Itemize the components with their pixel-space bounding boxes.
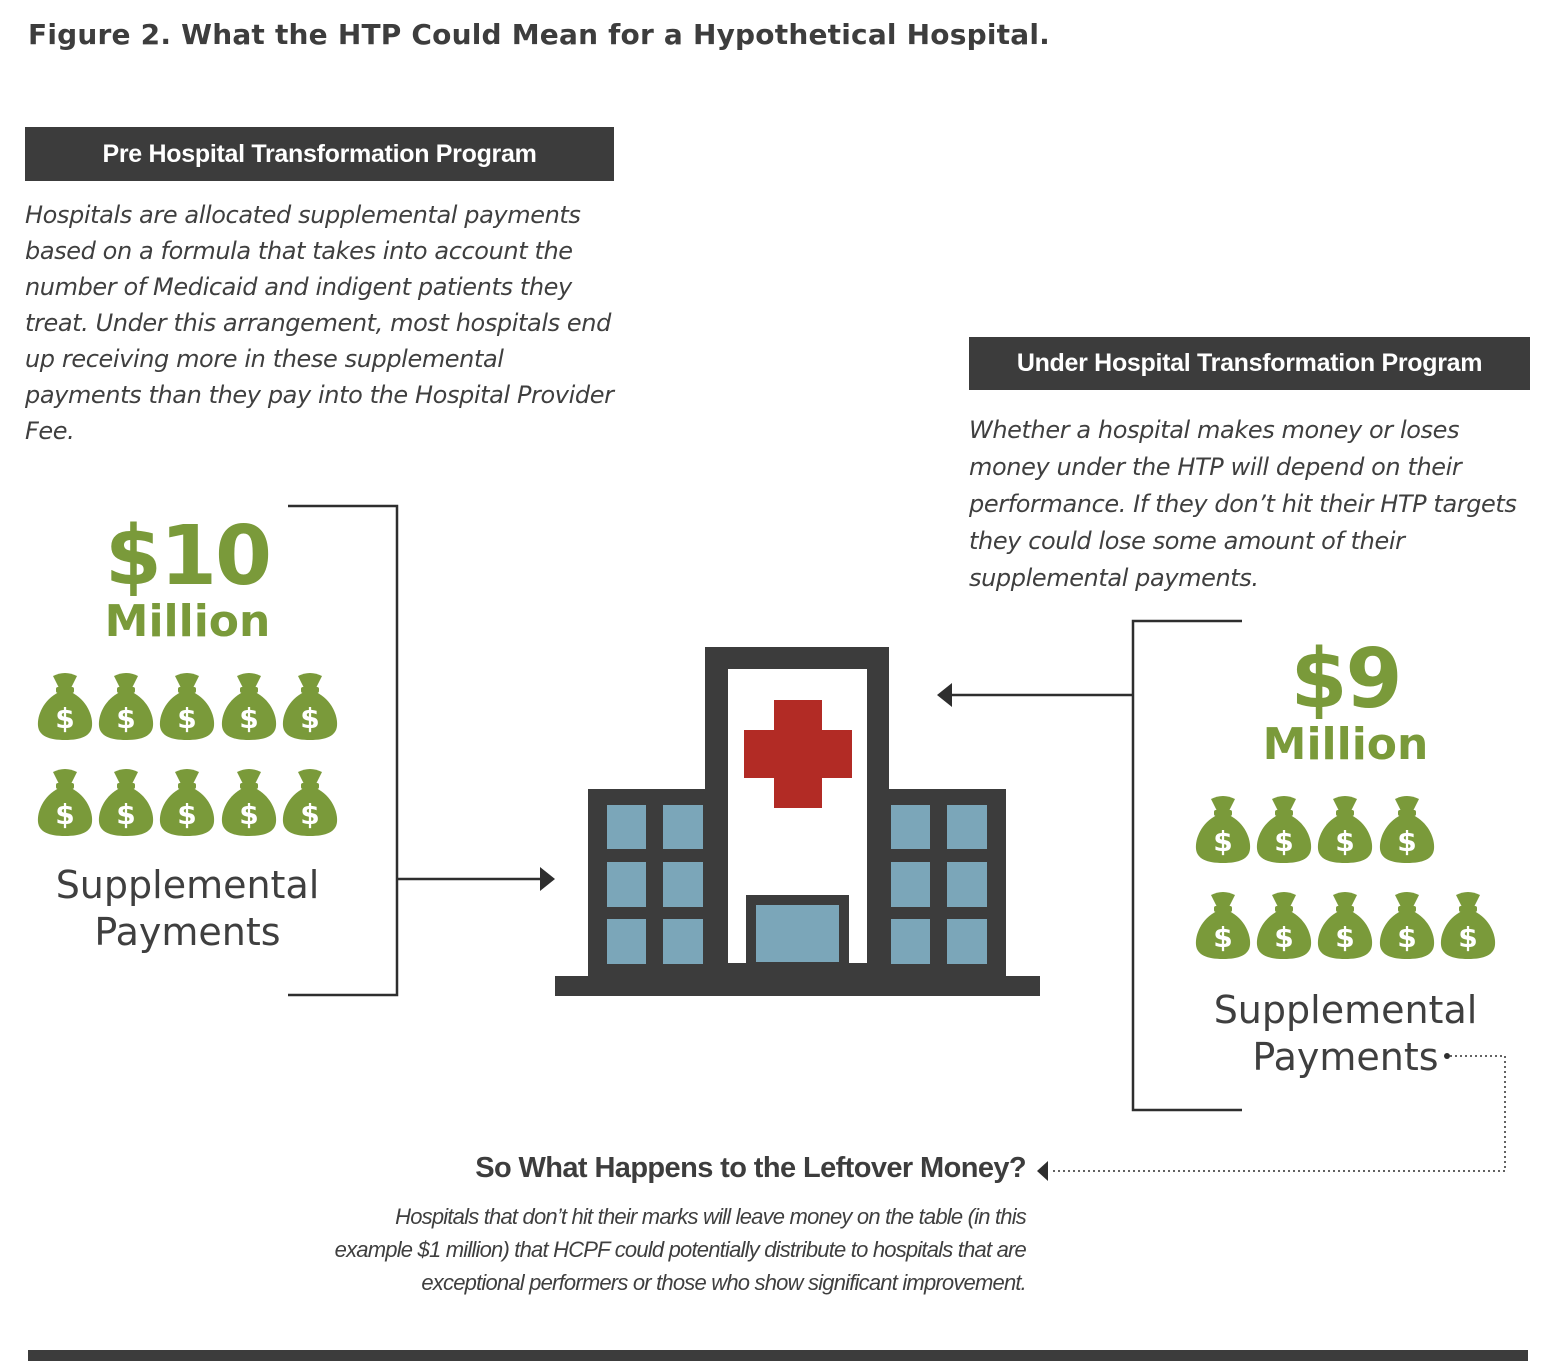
under-label-line2: Payments xyxy=(1252,1035,1439,1079)
svg-text:$: $ xyxy=(300,702,320,735)
leftover-question: So What Happens to the Leftover Money? xyxy=(475,1152,1026,1184)
svg-text:$: $ xyxy=(238,702,259,735)
svg-text:$: $ xyxy=(177,702,198,735)
pre-htp-heading: Pre Hospital Transformation Program xyxy=(25,127,614,181)
svg-text:$: $ xyxy=(1335,825,1356,858)
svg-text:$: $ xyxy=(1396,825,1417,858)
svg-text:$: $ xyxy=(1274,825,1294,858)
svg-text:$: $ xyxy=(300,798,320,831)
svg-text:$: $ xyxy=(116,702,136,735)
pre-label-line1: Supplemental xyxy=(55,863,320,907)
leftover-explanation: Hospitals that don’t hit their marks will leave money on the table (in this example $1 million) that HCPF could potentially distribute to hospitals that are exceptional performers or those who show significant improvement. xyxy=(334,1204,1026,1295)
under-amount-unit: Million xyxy=(1262,719,1429,770)
figure-title: Figure 2. What the HTP Could Mean for a Hypothetical Hospital. xyxy=(28,18,1050,51)
hospital-icon xyxy=(555,647,1040,996)
pre-amount-unit: Million xyxy=(104,596,271,647)
svg-text:$: $ xyxy=(116,798,136,831)
under-bracket xyxy=(1133,621,1242,1110)
svg-text:$: $ xyxy=(1213,921,1233,954)
svg-text:$: $ xyxy=(238,798,259,831)
pre-to-hospital-arrow xyxy=(397,867,555,891)
under-amount-value: $9 xyxy=(1290,632,1401,727)
svg-text:$: $ xyxy=(55,702,75,735)
under-to-hospital-arrow xyxy=(937,683,1133,707)
svg-text:$: $ xyxy=(1335,921,1356,954)
under-htp-heading: Under Hospital Transformation Program xyxy=(969,337,1530,390)
svg-text:$: $ xyxy=(177,798,198,831)
svg-text:$: $ xyxy=(1213,825,1233,858)
bottom-rule xyxy=(28,1350,1528,1361)
pre-htp-description: Hospitals are allocated supplemental payments based on a formula that takes into account the number of Medicaid and indigent patients they treat. Under this arrangement, most hospitals end up receiving more in these supplemental payments than they pay into the Hospital Provider Fee. xyxy=(25,201,614,445)
under-htp-description: Whether a hospital makes money or loses money under the HTP will depend on their performance. If they don’t hit their HTP targets they could lose some amount of their supplemental payments. xyxy=(969,416,1517,592)
under-label-line1: Supplemental xyxy=(1213,988,1478,1032)
svg-text:$: $ xyxy=(55,798,75,831)
leftover-dotted-connector xyxy=(1037,1053,1505,1181)
svg-text:$: $ xyxy=(1274,921,1294,954)
pre-bracket xyxy=(288,506,397,995)
svg-text:$: $ xyxy=(1458,921,1478,954)
pre-amount-value: $10 xyxy=(104,509,271,604)
pre-label-line2: Payments xyxy=(94,910,281,954)
svg-text:$: $ xyxy=(1396,921,1417,954)
